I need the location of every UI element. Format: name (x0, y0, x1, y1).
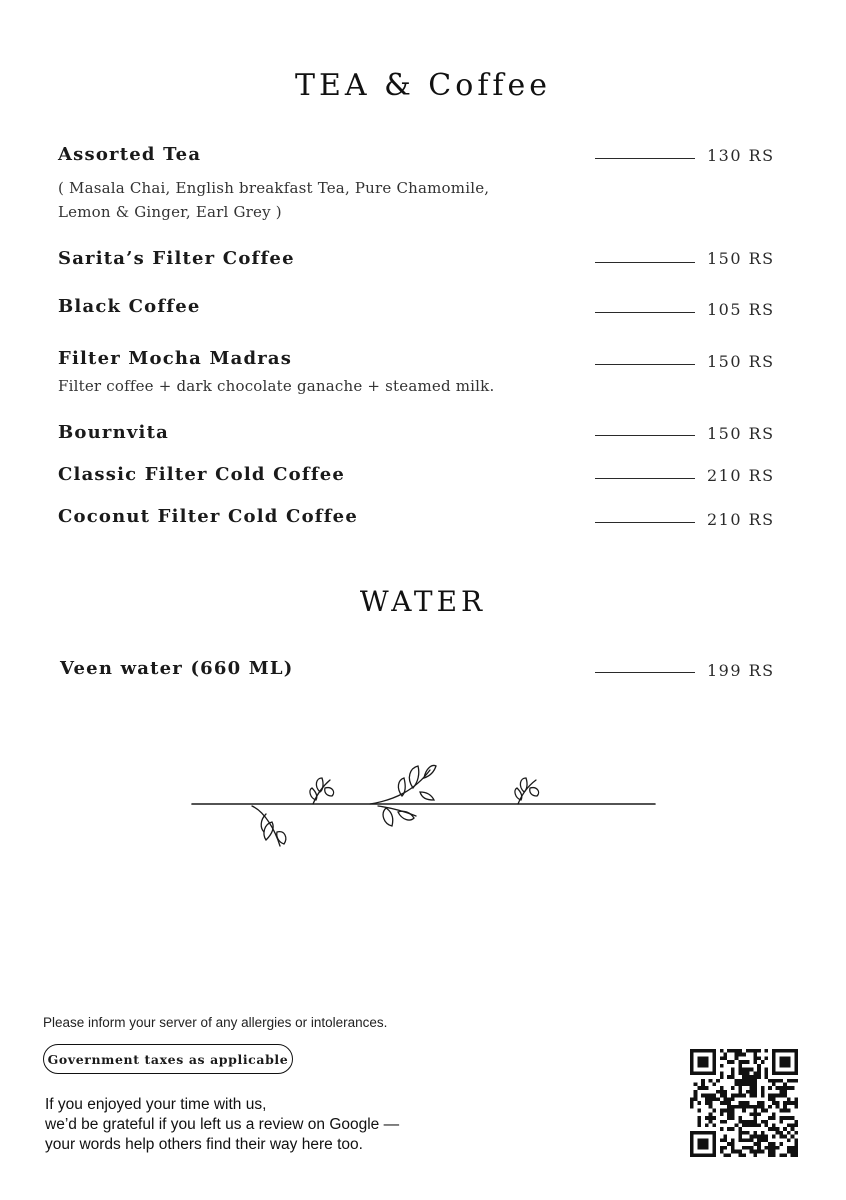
price-leader-line (595, 364, 695, 365)
price-leader-line (595, 478, 695, 479)
price-leader-line (595, 312, 695, 313)
menu-item-price: 150 RS (707, 424, 775, 443)
menu-item-name: Black Coffee (58, 296, 201, 317)
taxes-badge: Government taxes as applicable (43, 1044, 293, 1074)
menu-item-name: Veen water (660 ML) (60, 658, 294, 679)
qr-code-icon[interactable] (690, 1049, 798, 1157)
menu-item-name: Classic Filter Cold Coffee (58, 464, 346, 485)
menu-item-price: 105 RS (707, 300, 775, 319)
menu-item-price: 150 RS (707, 352, 775, 371)
review-text-line: your words help others find their way here too. (45, 1136, 363, 1153)
water-title: WATER (359, 585, 487, 618)
menu-item-description: Filter coffee + dark chocolate ganache + steamed milk. (58, 377, 495, 395)
menu-item-price: 130 RS (707, 146, 775, 165)
price-leader-line (595, 262, 695, 263)
menu-item-name: Coconut Filter Cold Coffee (58, 506, 358, 527)
menu-item-name: Sarita’s Filter Coffee (58, 248, 295, 269)
review-text-line: we’d be grateful if you left us a review on Google — (45, 1116, 400, 1133)
price-leader-line (595, 522, 695, 523)
price-leader-line (595, 158, 695, 159)
allergy-note: Please inform your server of any allergies or intolerances. (43, 1015, 388, 1030)
price-leader-line (595, 435, 695, 436)
menu-item-description: ( Masala Chai, English breakfast Tea, Pure Chamomile, (58, 179, 490, 197)
menu-item-description: Lemon & Ginger, Earl Grey ) (58, 203, 282, 221)
tea-coffee-title: TEA & Coffee (294, 68, 552, 103)
menu-item-price: 150 RS (707, 249, 775, 268)
menu-item-price: 199 RS (707, 661, 775, 680)
menu-item-name: Filter Mocha Madras (58, 348, 293, 369)
menu-item-price: 210 RS (707, 510, 775, 529)
botanical-divider-icon (180, 760, 670, 860)
menu-item-name: Bournvita (58, 422, 169, 443)
menu-item-price: 210 RS (707, 466, 775, 485)
menu-item-name: Assorted Tea (58, 144, 202, 165)
review-text-line: If you enjoyed your time with us, (45, 1096, 267, 1113)
price-leader-line (595, 672, 695, 673)
